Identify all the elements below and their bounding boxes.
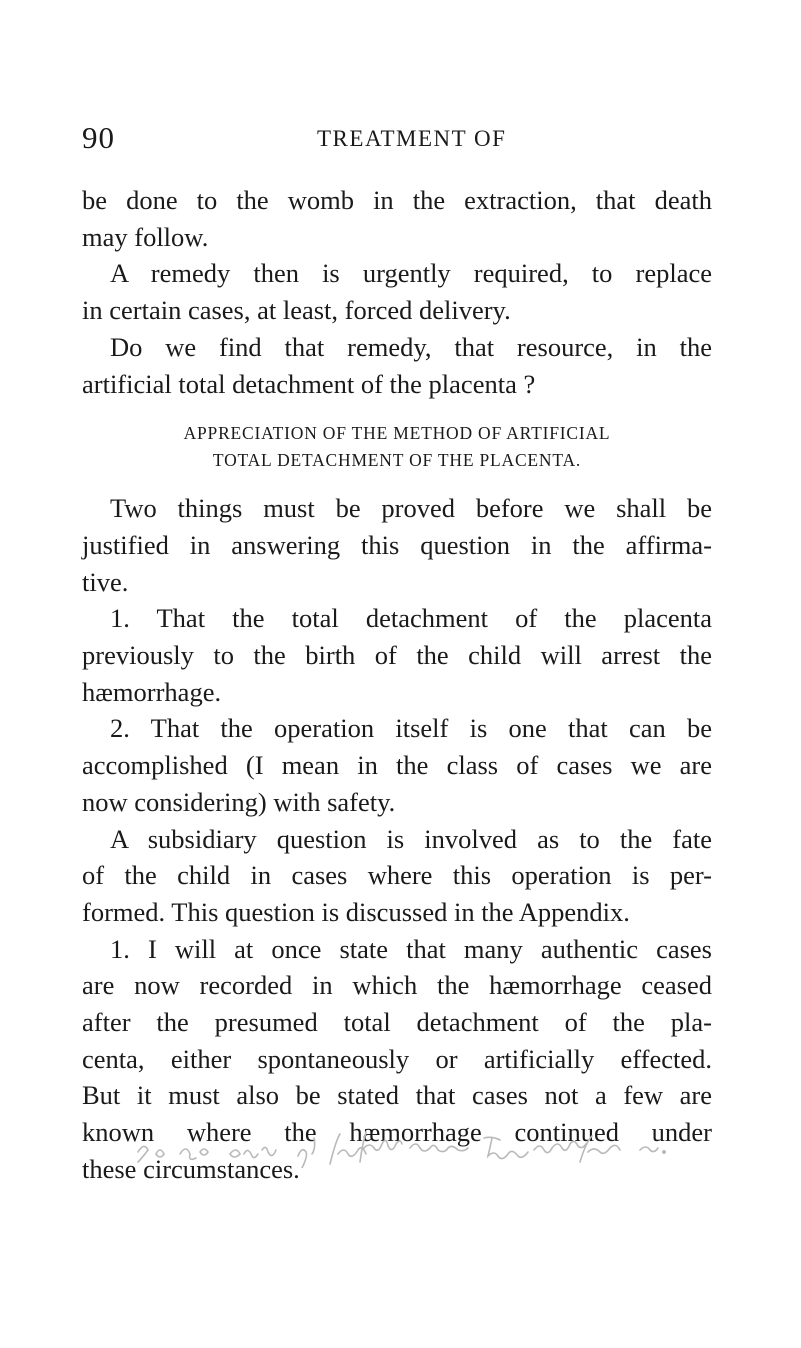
text-line: now considering) with safety. bbox=[82, 786, 396, 817]
text-line: accomplished (I mean in the class of cases we are bbox=[82, 750, 712, 781]
body-text bbox=[82, 182, 712, 1188]
page-number: 90 bbox=[82, 120, 115, 155]
paragraph-2 bbox=[82, 255, 712, 328]
text-line: 1. That the total detachment of the placenta bbox=[110, 603, 712, 634]
text-line: after the presumed total detachment of the pla- bbox=[82, 1007, 712, 1038]
text-line: in certain cases, at least, forced delivery. bbox=[82, 295, 511, 326]
text-line: of the child in cases where this operation is per- bbox=[82, 860, 712, 891]
text-line: previously to the birth of the child will arrest the bbox=[82, 640, 712, 671]
text-line: A remedy then is urgently required, to replace bbox=[110, 258, 712, 289]
paragraph-7 bbox=[82, 821, 712, 931]
text-line: formed. This question is discussed in the Appendix. bbox=[82, 896, 630, 927]
text-line: known where the hæmorrhage continued under bbox=[82, 1117, 712, 1148]
text-line: Do we find that remedy, that resource, in the bbox=[110, 331, 712, 362]
handwritten-annotation bbox=[134, 1128, 674, 1168]
heading-line: TOTAL DETACHMENT OF THE PLACENTA. bbox=[212, 450, 582, 471]
text-line: artificial total detachment of the placenta ? bbox=[82, 368, 536, 399]
paragraph-1 bbox=[82, 182, 712, 255]
section-heading bbox=[82, 420, 712, 474]
paragraph-3 bbox=[82, 329, 712, 402]
text-line: 2. That the operation itself is one that can be bbox=[110, 713, 712, 744]
text-line: But it must also be stated that cases not a few are bbox=[82, 1080, 712, 1111]
text-line: tive. bbox=[82, 566, 129, 597]
paragraph-5 bbox=[82, 600, 712, 710]
running-title: TREATMENT OF bbox=[317, 126, 507, 151]
heading-line: APPRECIATION OF THE METHOD OF ARTIFICIAL bbox=[183, 423, 611, 444]
text-line: justified in answering this question in the affirma- bbox=[82, 529, 712, 560]
text-line: centa, either spontaneously or artificially effected. bbox=[82, 1043, 712, 1074]
paragraph-6 bbox=[82, 710, 712, 820]
text-line: be done to the womb in the extraction, that death bbox=[82, 185, 712, 215]
text-line: Two things must be proved before we shall be bbox=[110, 493, 712, 524]
text-line: are now recorded in which the hæmorrhage ceased bbox=[82, 970, 712, 1001]
page-header bbox=[82, 120, 712, 160]
text-line: may follow. bbox=[82, 221, 209, 252]
paragraph-4 bbox=[82, 490, 712, 600]
text-line: 1. I will at once state that many authentic cases bbox=[110, 933, 712, 964]
text-line: hæmorrhage. bbox=[82, 676, 222, 707]
text-line: these circumstances. bbox=[82, 1153, 300, 1184]
text-line: A subsidiary question is involved as to the fate bbox=[110, 823, 712, 854]
